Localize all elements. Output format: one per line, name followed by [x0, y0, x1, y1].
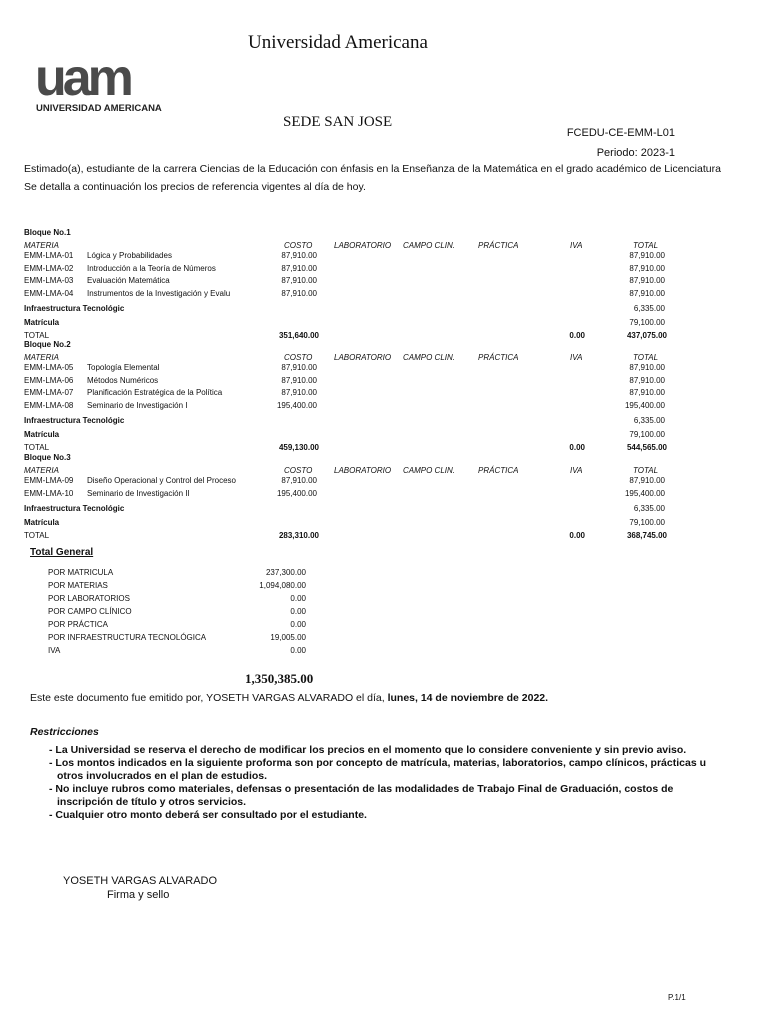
- subject-code: EMM-LMA-04: [24, 288, 74, 298]
- col-header-iva: IVA: [570, 353, 583, 362]
- subject-total: 87,910.00: [629, 476, 665, 485]
- page-number: P.1/1: [668, 993, 686, 1002]
- block-total-label: TOTAL: [24, 531, 50, 540]
- restriction-item: - No incluye rubros como materiales, defensas o presentación de las modalidades de Trabajo Final de Graduación, costos de inscripción de título y otros servicios.: [49, 783, 674, 808]
- subject-name: Diseño Operacional y Control del Proceso: [87, 476, 236, 485]
- subject-total: 87,910.00: [629, 288, 665, 298]
- block-total-cost: 283,310.00: [278, 531, 319, 540]
- col-header-practica: PRÁCTICA: [478, 353, 519, 362]
- block-total-cost: 459,130.00: [278, 443, 319, 452]
- col-header-materia: MATERIA: [24, 466, 59, 475]
- subject-total: 195,400.00: [624, 400, 665, 410]
- block-title: Bloque No.1: [24, 228, 71, 237]
- summary-value: 0.00: [290, 646, 306, 655]
- col-header-materia: MATERIA: [24, 241, 59, 250]
- signature-caption: Firma y sello: [107, 889, 170, 901]
- block-total-total: 437,075.00: [626, 331, 667, 340]
- col-header-practica: PRÁCTICA: [478, 241, 519, 250]
- subject-total: 87,910.00: [629, 375, 665, 385]
- university-logo: [35, 49, 175, 120]
- logo-subtitle: UNIVERSIDAD AMERICANA: [36, 103, 162, 114]
- subject-code: EMM-LMA-08: [24, 400, 74, 410]
- summary-label: POR PRÁCTICA: [48, 620, 109, 629]
- subject-total: 195,400.00: [624, 488, 665, 498]
- col-header-practica: PRÁCTICA: [478, 466, 519, 475]
- subject-name: Seminario de Investigación I: [87, 400, 188, 410]
- total-general-title: Total General: [30, 547, 94, 558]
- block-total-cost: 351,640.00: [278, 331, 319, 340]
- matricula-label: Matrícula: [24, 430, 60, 439]
- restriction-item: - La Universidad se reserva el derecho de modificar los precios en el momento que lo considere conveniente y sin previo aviso.: [49, 744, 687, 756]
- col-header-costo: COSTO: [284, 353, 313, 362]
- col-header-iva: IVA: [570, 241, 583, 250]
- infra-total: 6,335.00: [633, 504, 665, 513]
- subject-cost: 87,910.00: [281, 288, 317, 298]
- subject-code: EMM-LMA-06: [24, 375, 74, 385]
- col-header-total: TOTAL: [633, 466, 659, 475]
- subject-cost: 87,910.00: [281, 276, 317, 285]
- subject-cost: 195,400.00: [276, 488, 317, 498]
- matricula-label: Matrícula: [24, 318, 60, 327]
- subject-cost: 87,910.00: [281, 251, 317, 260]
- summary-label: POR INFRAESTRUCTURA TECNOLÓGICA: [48, 633, 207, 642]
- subject-name: Métodos Numéricos: [87, 375, 159, 385]
- signature-name: YOSETH VARGAS ALVARADO: [63, 875, 218, 887]
- period-label: Periodo: 2023-1: [596, 147, 675, 159]
- subject-code: EMM-LMA-03: [24, 276, 74, 285]
- subject-cost: 195,400.00: [276, 400, 317, 410]
- subject-total: 87,910.00: [629, 388, 665, 397]
- restrictions-list: [45, 744, 725, 822]
- intro-line-1: Estimado(a), estudiante de la carrera Ciencias de la Educación con énfasis en la Enseñanza de la Matemática en el grado académico de Licenciatura: [24, 163, 721, 175]
- col-header-total: TOTAL: [633, 241, 659, 250]
- subject-cost: 87,910.00: [281, 476, 317, 485]
- matricula-total: 79,100.00: [629, 318, 665, 327]
- block-total-total: 368,745.00: [626, 531, 667, 540]
- logo-letters: uam: [35, 49, 130, 107]
- infra-total: 6,335.00: [633, 304, 665, 313]
- subject-total: 87,910.00: [629, 251, 665, 260]
- subject-name: Introducción a la Teoría de Números: [87, 263, 216, 273]
- issued-line: [30, 692, 548, 704]
- subject-total: 87,910.00: [629, 363, 665, 372]
- subject-code: EMM-LMA-01: [24, 251, 74, 260]
- restriction-item: - Los montos indicados en la siguiente proforma son por concepto de matrícula, materias, laboratorios, campo clínicos, prácticas u otros involucrados en el plan de estudios.: [49, 757, 706, 782]
- subject-code: EMM-LMA-02: [24, 263, 74, 273]
- col-header-costo: COSTO: [284, 241, 313, 250]
- subject-total: 87,910.00: [629, 276, 665, 285]
- block-title: Bloque No.3: [24, 453, 71, 462]
- subject-cost: 87,910.00: [281, 363, 317, 372]
- block-total-label: TOTAL: [24, 443, 50, 452]
- restriction-item: - Cualquier otro monto deberá ser consultado por el estudiante.: [49, 809, 367, 821]
- infra-label: Infraestructura Tecnológic: [24, 304, 125, 313]
- col-header-total: TOTAL: [633, 353, 659, 362]
- col-header-campo: CAMPO CLIN.: [403, 466, 456, 475]
- matricula-total: 79,100.00: [629, 430, 665, 439]
- issued-date: lunes, 14 de noviembre de 2022.: [387, 692, 549, 704]
- campus-title: SEDE SAN JOSE: [283, 114, 393, 130]
- intro-line-2: Se detalla a continuación los precios de referencia vigentes al día de hoy.: [24, 181, 366, 193]
- summary-value: 237,300.00: [265, 568, 306, 577]
- block-total-iva: 0.00: [569, 331, 585, 340]
- subject-code: EMM-LMA-07: [24, 388, 74, 397]
- university-title: Universidad Americana: [248, 32, 428, 53]
- infra-label: Infraestructura Tecnológic: [24, 416, 125, 425]
- summary-value: 19,005.00: [270, 633, 306, 642]
- summary-label: IVA: [48, 646, 61, 655]
- col-header-campo: CAMPO CLIN.: [403, 353, 456, 362]
- summary-label: POR CAMPO CLÍNICO: [48, 607, 132, 616]
- subject-name: Lógica y Probabilidades: [87, 251, 172, 260]
- col-header-iva: IVA: [570, 466, 583, 475]
- subject-cost: 87,910.00: [281, 388, 317, 397]
- subject-name: Evaluación Matemática: [87, 276, 170, 285]
- col-header-campo: CAMPO CLIN.: [403, 241, 456, 250]
- grand-total: 1,350,385.00: [245, 671, 314, 686]
- subject-code: EMM-LMA-10: [24, 488, 74, 498]
- subject-name: Planificación Estratégica de la Política: [87, 388, 223, 397]
- restrictions-title: Restricciones: [30, 726, 99, 738]
- summary-value: 1,094,080.00: [259, 581, 306, 590]
- block-total-iva: 0.00: [569, 443, 585, 452]
- col-header-laboratorio: LABORATORIO: [334, 466, 392, 475]
- matricula-total: 79,100.00: [629, 518, 665, 527]
- col-header-laboratorio: LABORATORIO: [334, 241, 392, 250]
- subject-cost: 87,910.00: [281, 375, 317, 385]
- summary-label: POR MATRICULA: [48, 568, 114, 577]
- summary-label: POR MATERIAS: [48, 581, 108, 590]
- issued-prefix: Este este documento fue emitido por, YOSETH VARGAS ALVARADO el día,: [30, 692, 385, 704]
- document-code: FCEDU-CE-EMM-L01: [566, 127, 675, 139]
- col-header-materia: MATERIA: [24, 353, 59, 362]
- subject-total: 87,910.00: [629, 263, 665, 273]
- block-title: Bloque No.2: [24, 340, 71, 349]
- block-total-total: 544,565.00: [626, 443, 667, 452]
- subject-name: Topología Elemental: [87, 363, 160, 372]
- subject-code: EMM-LMA-05: [24, 363, 74, 372]
- col-header-laboratorio: LABORATORIO: [334, 353, 392, 362]
- infra-label: Infraestructura Tecnológic: [24, 504, 125, 513]
- summary-value: 0.00: [290, 594, 306, 603]
- subject-name: Instrumentos de la Investigación y Evalu: [87, 288, 231, 298]
- block-total-label: TOTAL: [24, 331, 50, 340]
- summary-value: 0.00: [290, 620, 306, 629]
- matricula-label: Matrícula: [24, 518, 60, 527]
- infra-total: 6,335.00: [633, 416, 665, 425]
- col-header-costo: COSTO: [284, 466, 313, 475]
- subject-name: Seminario de Investigación II: [87, 488, 190, 498]
- subject-code: EMM-LMA-09: [24, 476, 74, 485]
- block-total-iva: 0.00: [569, 531, 585, 540]
- summary-value: 0.00: [290, 607, 306, 616]
- subject-cost: 87,910.00: [281, 263, 317, 273]
- summary-label: POR LABORATORIOS: [48, 594, 130, 603]
